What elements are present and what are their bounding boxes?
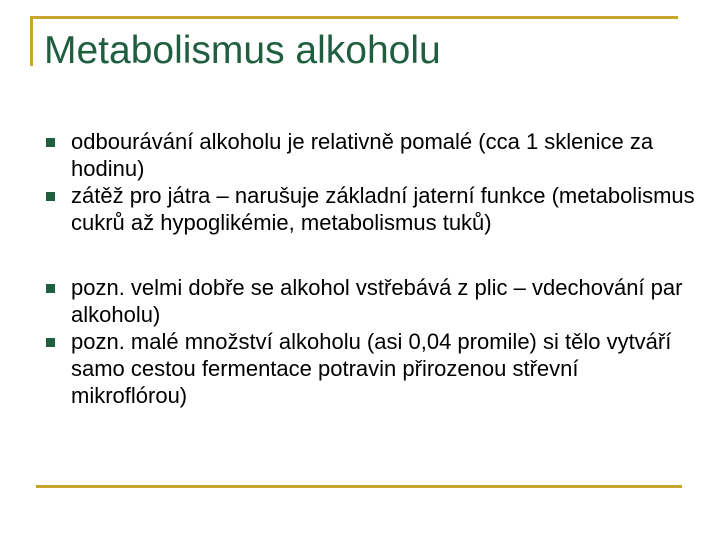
bullet-text: pozn. malé množství alkoholu (asi 0,04 promile) si tělo vytváří samo cestou fermentace potravin přirozenou střevní mikroflórou): [71, 329, 672, 408]
frame-top-line: [30, 16, 678, 19]
bullet-item: [46, 328, 696, 409]
frame-bottom-line: [36, 485, 682, 488]
bullet-text: pozn. velmi dobře se alkohol vstřebává z plic – vdechování par alkoholu): [71, 275, 683, 327]
slide-title: Metabolismus alkoholu: [44, 29, 441, 72]
bullet-list: [46, 128, 696, 409]
square-bullet-icon: [46, 138, 55, 147]
bullet-item: [46, 128, 696, 182]
square-bullet-icon: [46, 284, 55, 293]
bullet-text: odbourávání alkoholu je relativně pomalé (cca 1 sklenice za hodinu): [71, 129, 654, 181]
spacer: [46, 236, 696, 274]
frame-left-line: [30, 16, 33, 66]
bullet-item: [46, 182, 696, 236]
bullet-text: zátěž pro játra – narušuje základní jaterní funkce (metabolismus cukrů až hypoglikémie, metabolismus tuků): [71, 183, 695, 235]
bullet-item: [46, 274, 696, 328]
square-bullet-icon: [46, 338, 55, 347]
square-bullet-icon: [46, 192, 55, 201]
